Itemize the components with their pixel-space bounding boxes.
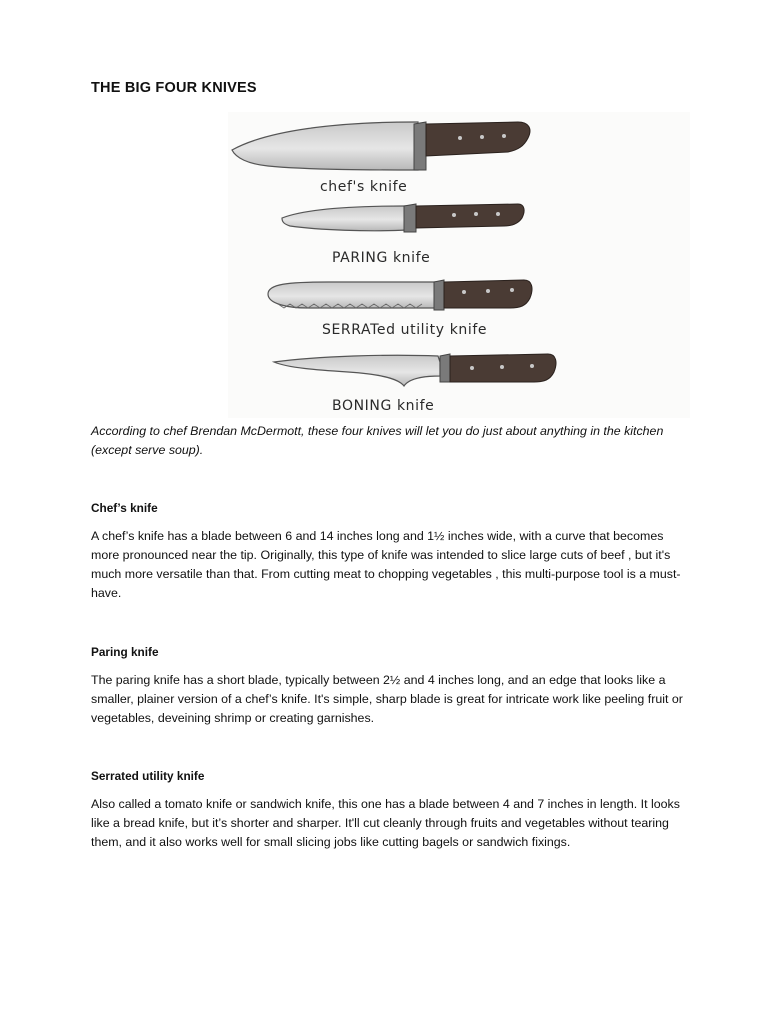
section-heading: Serrated utility knife — [91, 769, 205, 783]
section-body: Also called a tomato knife or sandwich knife, this one has a blade between 4 and 7 inches in length. It looks like a bread knife, but it’s shorter and sharper. It'll cut cleanly through fruits and vegetables without tearing them, and it also works well for small slicing jobs like cutting bagels or sandwich fixings. — [91, 797, 680, 849]
boning-knife-label: BONING knife — [332, 398, 435, 414]
illustration-caption: According to chef Brendan McDermott, these four knives will let you do just about anything in the kitchen (except serve soup). — [91, 424, 664, 457]
knives-drawing — [228, 112, 690, 418]
section-body: The paring knife has a short blade, typically between 2½ and 4 inches long, and an edge that looks like a smaller, plainer version of a chef’s knife. It's simple, sharp blade is great for intricate work like peeling fruit or vegetables, deveining shrimp or creating garnishes. — [91, 673, 683, 725]
chefs-knife-drawing — [232, 122, 530, 170]
section-serrated-knife — [91, 768, 691, 852]
section-heading: Paring knife — [91, 645, 159, 659]
paring-knife-drawing — [282, 204, 524, 232]
section-body: A chef’s knife has a blade between 6 and 14 inches long and 1½ inches wide, with a curve that becomes more pronounced near the tip. Originally, this type of knife was intended to slice large cuts of beef , but it's much more versatile than that. From cutting meat to chopping vegetables , this multi-purpose tool is a must-have. — [91, 529, 681, 600]
serrated-knife-label: SERRATed utility knife — [322, 322, 488, 338]
serrated-knife-drawing — [268, 280, 532, 310]
section-chefs-knife — [91, 500, 691, 603]
section-paring-knife — [91, 644, 691, 728]
boning-knife-drawing — [274, 354, 556, 386]
page-title: THE BIG FOUR KNIVES — [91, 80, 257, 96]
knives-illustration — [228, 112, 690, 418]
section-heading: Chef’s knife — [91, 501, 158, 515]
paring-knife-label: PARING knife — [332, 250, 431, 266]
chefs-knife-label: chef's knife — [320, 179, 408, 195]
